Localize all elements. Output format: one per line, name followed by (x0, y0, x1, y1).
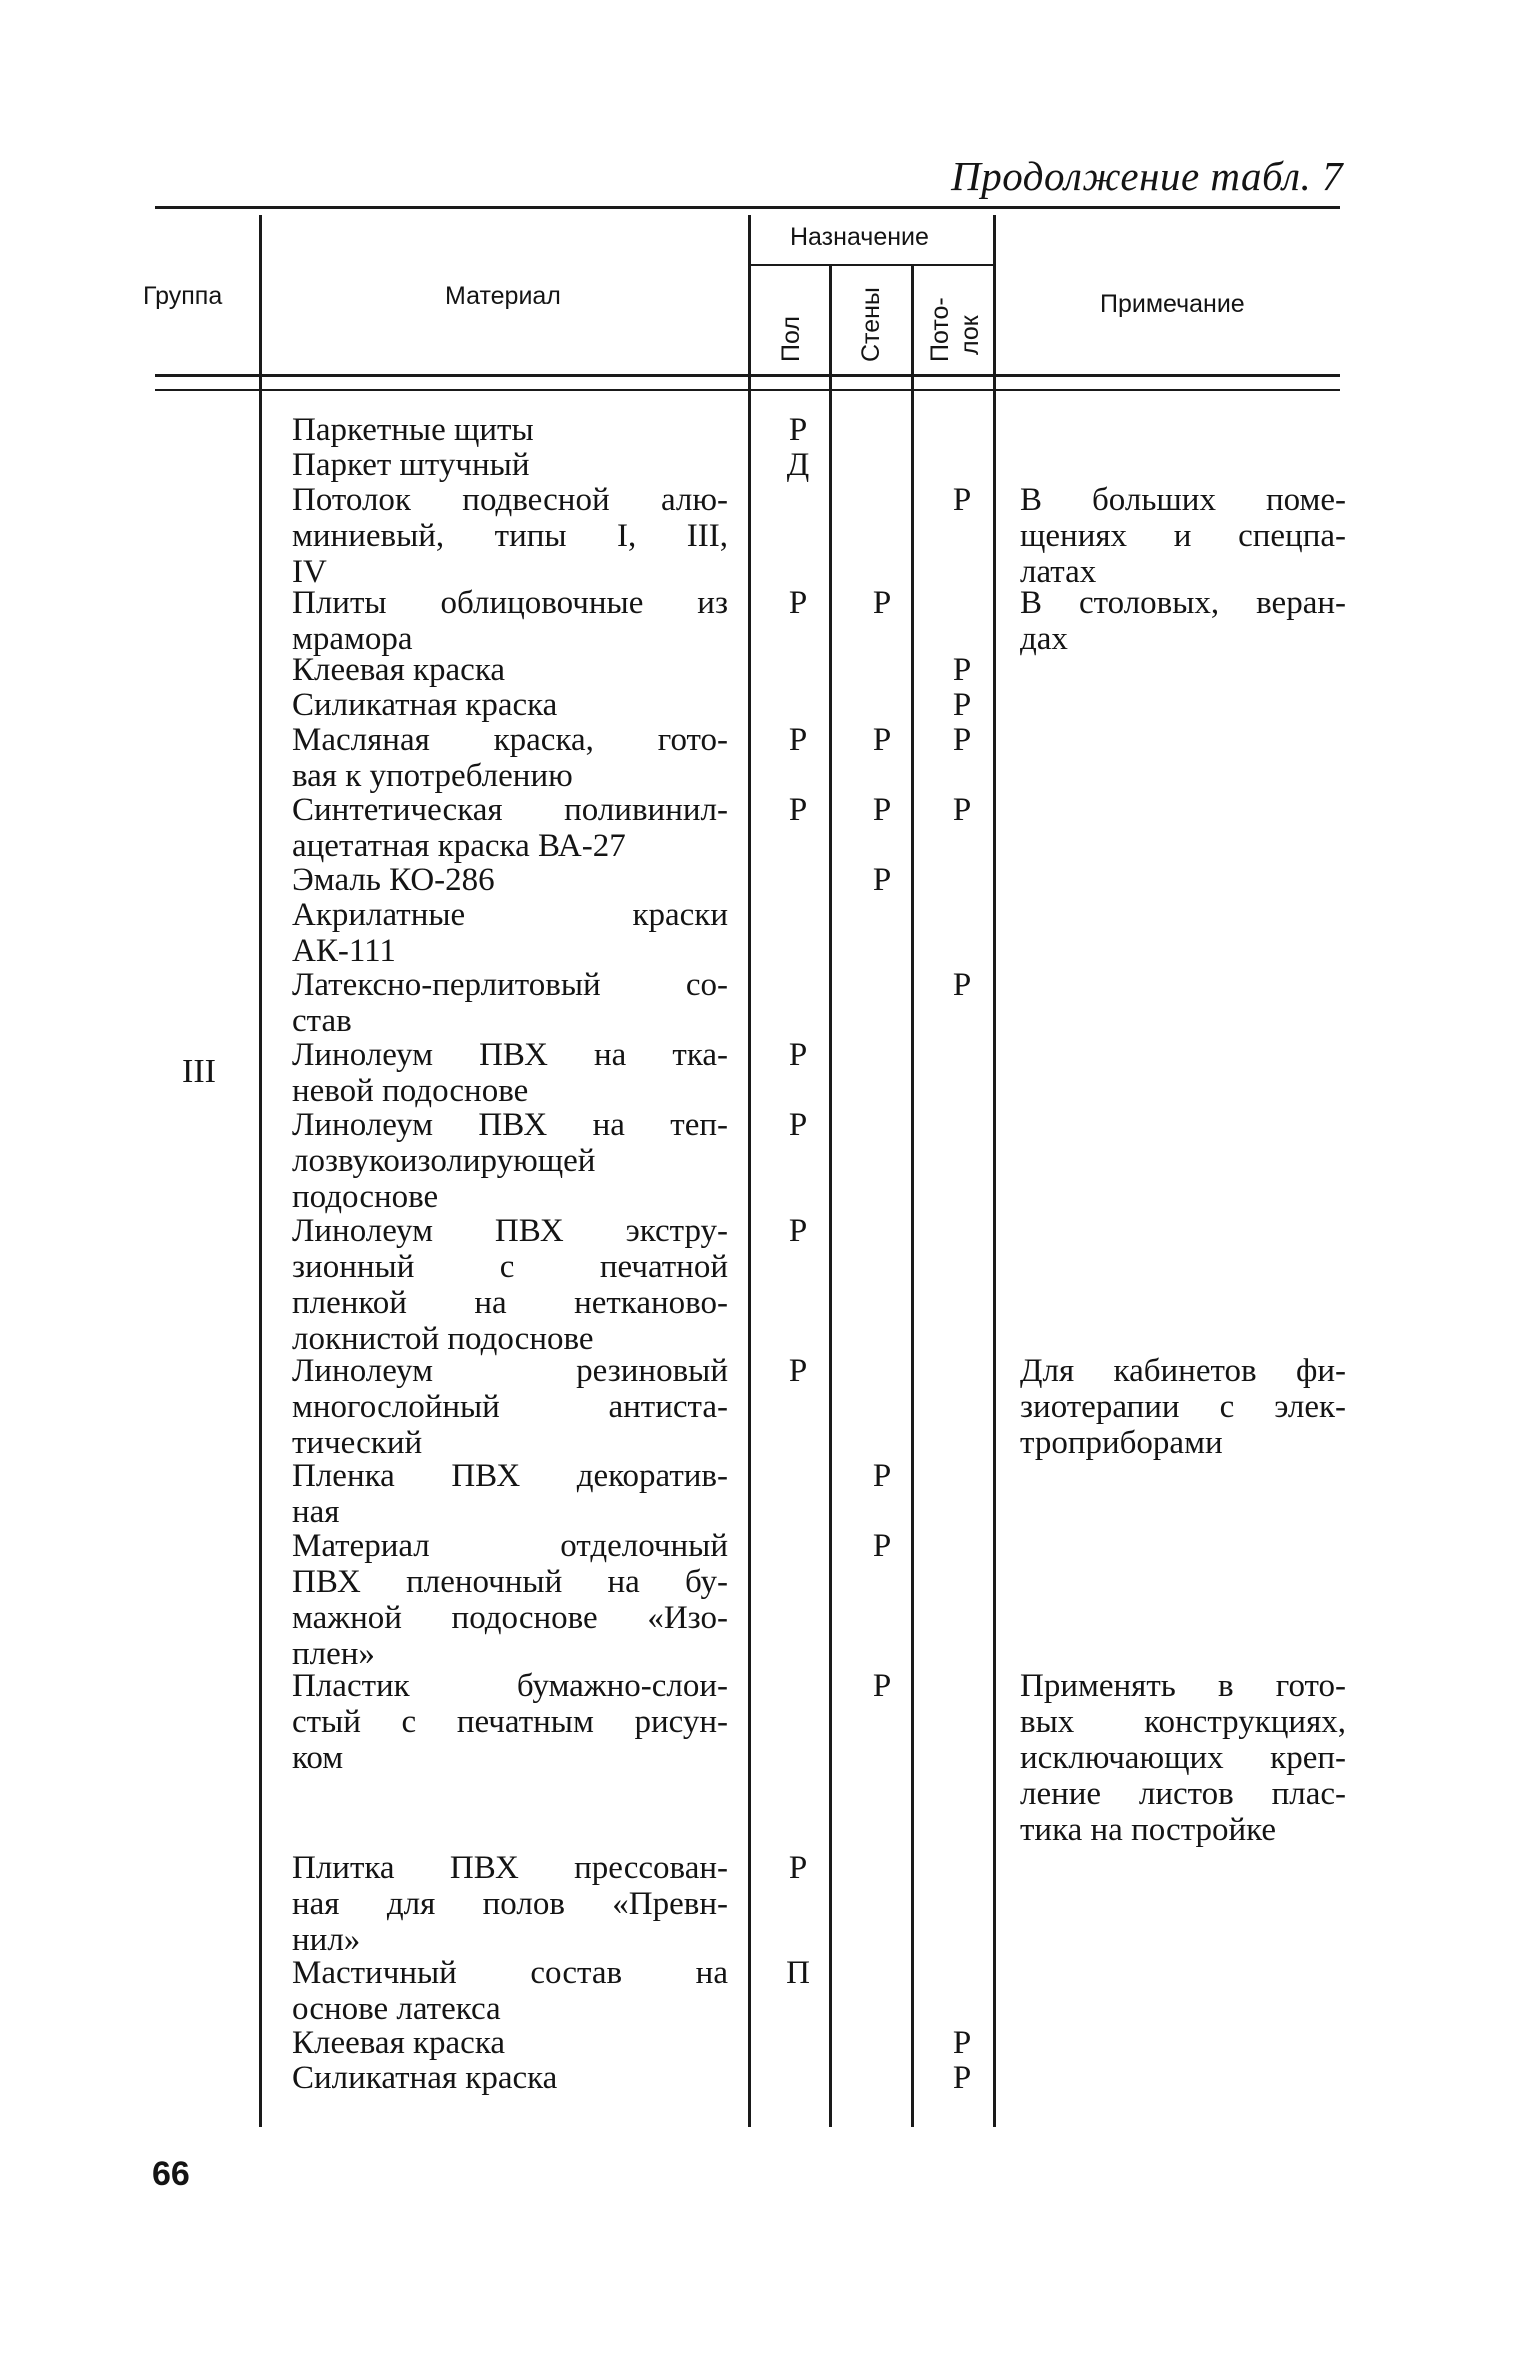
col-divider-ceiling (993, 215, 996, 2127)
floor-mark: Р (788, 1353, 808, 1389)
header-walls: Стены (857, 287, 885, 362)
material-cell: Клеевая краска (292, 2025, 506, 2061)
material-cell: Эмаль КО-286 (292, 862, 495, 898)
ceiling-mark: Р (952, 652, 972, 688)
material-cell: Паркетные щиты (292, 412, 534, 448)
material-cell: Масляная краска, гото- вая к употреблению (292, 722, 728, 794)
walls-mark: Р (872, 1528, 892, 1564)
floor-mark: Р (788, 792, 808, 828)
ceiling-mark: Р (952, 722, 972, 758)
walls-mark: Р (872, 722, 892, 758)
walls-mark: Р (872, 1668, 892, 1704)
walls-mark: Р (872, 792, 892, 828)
header-ceiling-1: Пото- (926, 297, 954, 362)
header-note: Примечание (1100, 290, 1245, 318)
page-number: 66 (152, 2155, 190, 2193)
material-cell: Материал отделочный ПВХ пленочный на бу- мажной подоснове «Изо- плен» (292, 1528, 728, 1672)
note-cell: В больших поме- щениях и спецпа- латах (1020, 482, 1346, 590)
group-value: III (182, 1053, 216, 1090)
ceiling-mark: Р (952, 792, 972, 828)
ceiling-mark: Р (952, 687, 972, 723)
material-cell: Паркет штучный (292, 447, 530, 483)
material-cell: Мастичный состав на основе латекса (292, 1955, 728, 2027)
floor-mark: Д (786, 447, 810, 483)
floor-mark: П (786, 1955, 810, 1991)
header-material: Материал (445, 282, 561, 310)
material-cell: Линолеум ПВХ на теп- лозвукоизолирующей подоснове (292, 1107, 728, 1215)
col-divider-material (748, 215, 751, 2127)
table-caption: Продолжение табл. 7 (951, 153, 1343, 199)
table-top-rule (155, 206, 1340, 209)
col-divider-group (259, 215, 262, 2127)
material-cell: Линолеум ПВХ на тка- невой подоснове (292, 1037, 728, 1109)
ceiling-mark: Р (952, 967, 972, 1003)
material-cell: Латексно-перлитовый со- став (292, 967, 728, 1039)
material-cell: Силикатная краска (292, 2060, 558, 2096)
floor-mark: Р (788, 1037, 808, 1073)
material-cell: Плиты облицовочные из мрамора (292, 585, 728, 657)
col-divider-floor (829, 266, 832, 2127)
material-cell: Пластик бумажно-слои- стый с печатным рисун- ком (292, 1668, 728, 1776)
note-cell: В столовых, веран- дах (1020, 585, 1346, 657)
floor-mark: Р (788, 722, 808, 758)
material-cell: Силикатная краска (292, 687, 558, 723)
header-ceiling-2: лок (956, 315, 984, 355)
material-cell: Клеевая краска (292, 652, 506, 688)
material-cell: Акрилатные краски АК-111 (292, 897, 728, 969)
col-divider-walls (911, 266, 914, 2127)
ceiling-mark: Р (952, 2025, 972, 2061)
material-cell: Плитка ПВХ прессован- ная для полов «Превн- нил» (292, 1850, 728, 1958)
note-cell: Для кабинетов фи- зиотерапии с элек- троприборами (1020, 1353, 1346, 1461)
floor-mark: Р (788, 412, 808, 448)
ceiling-mark: Р (952, 482, 972, 518)
note-cell: Применять в гото- вых конструкциях, исключающих креп- ление листов плас- тика на постройке (1020, 1668, 1346, 1848)
purpose-underline (749, 264, 993, 266)
material-cell: Линолеум резиновый многослойный антиста- тический (292, 1353, 728, 1461)
floor-mark: Р (788, 1850, 808, 1886)
header-purpose: Назначение (790, 223, 929, 251)
material-cell: Пленка ПВХ декоратив- ная (292, 1458, 728, 1530)
material-cell: Потолок подвесной алю- миниевый, типы I, III, IV (292, 482, 728, 590)
header-floor: Пол (777, 316, 805, 362)
walls-mark: Р (872, 585, 892, 621)
material-cell: Линолеум ПВХ экстру- зионный с печатной пленкой на нетканово- локнистой подоснове (292, 1213, 728, 1357)
ceiling-mark: Р (952, 2060, 972, 2096)
material-cell: Синтетическая поливинил- ацетатная краска ВА-27 (292, 792, 728, 864)
floor-mark: Р (788, 1107, 808, 1143)
walls-mark: Р (872, 1458, 892, 1494)
floor-mark: Р (788, 1213, 808, 1249)
header-group: Группа (143, 282, 223, 310)
floor-mark: Р (788, 585, 808, 621)
walls-mark: Р (872, 862, 892, 898)
